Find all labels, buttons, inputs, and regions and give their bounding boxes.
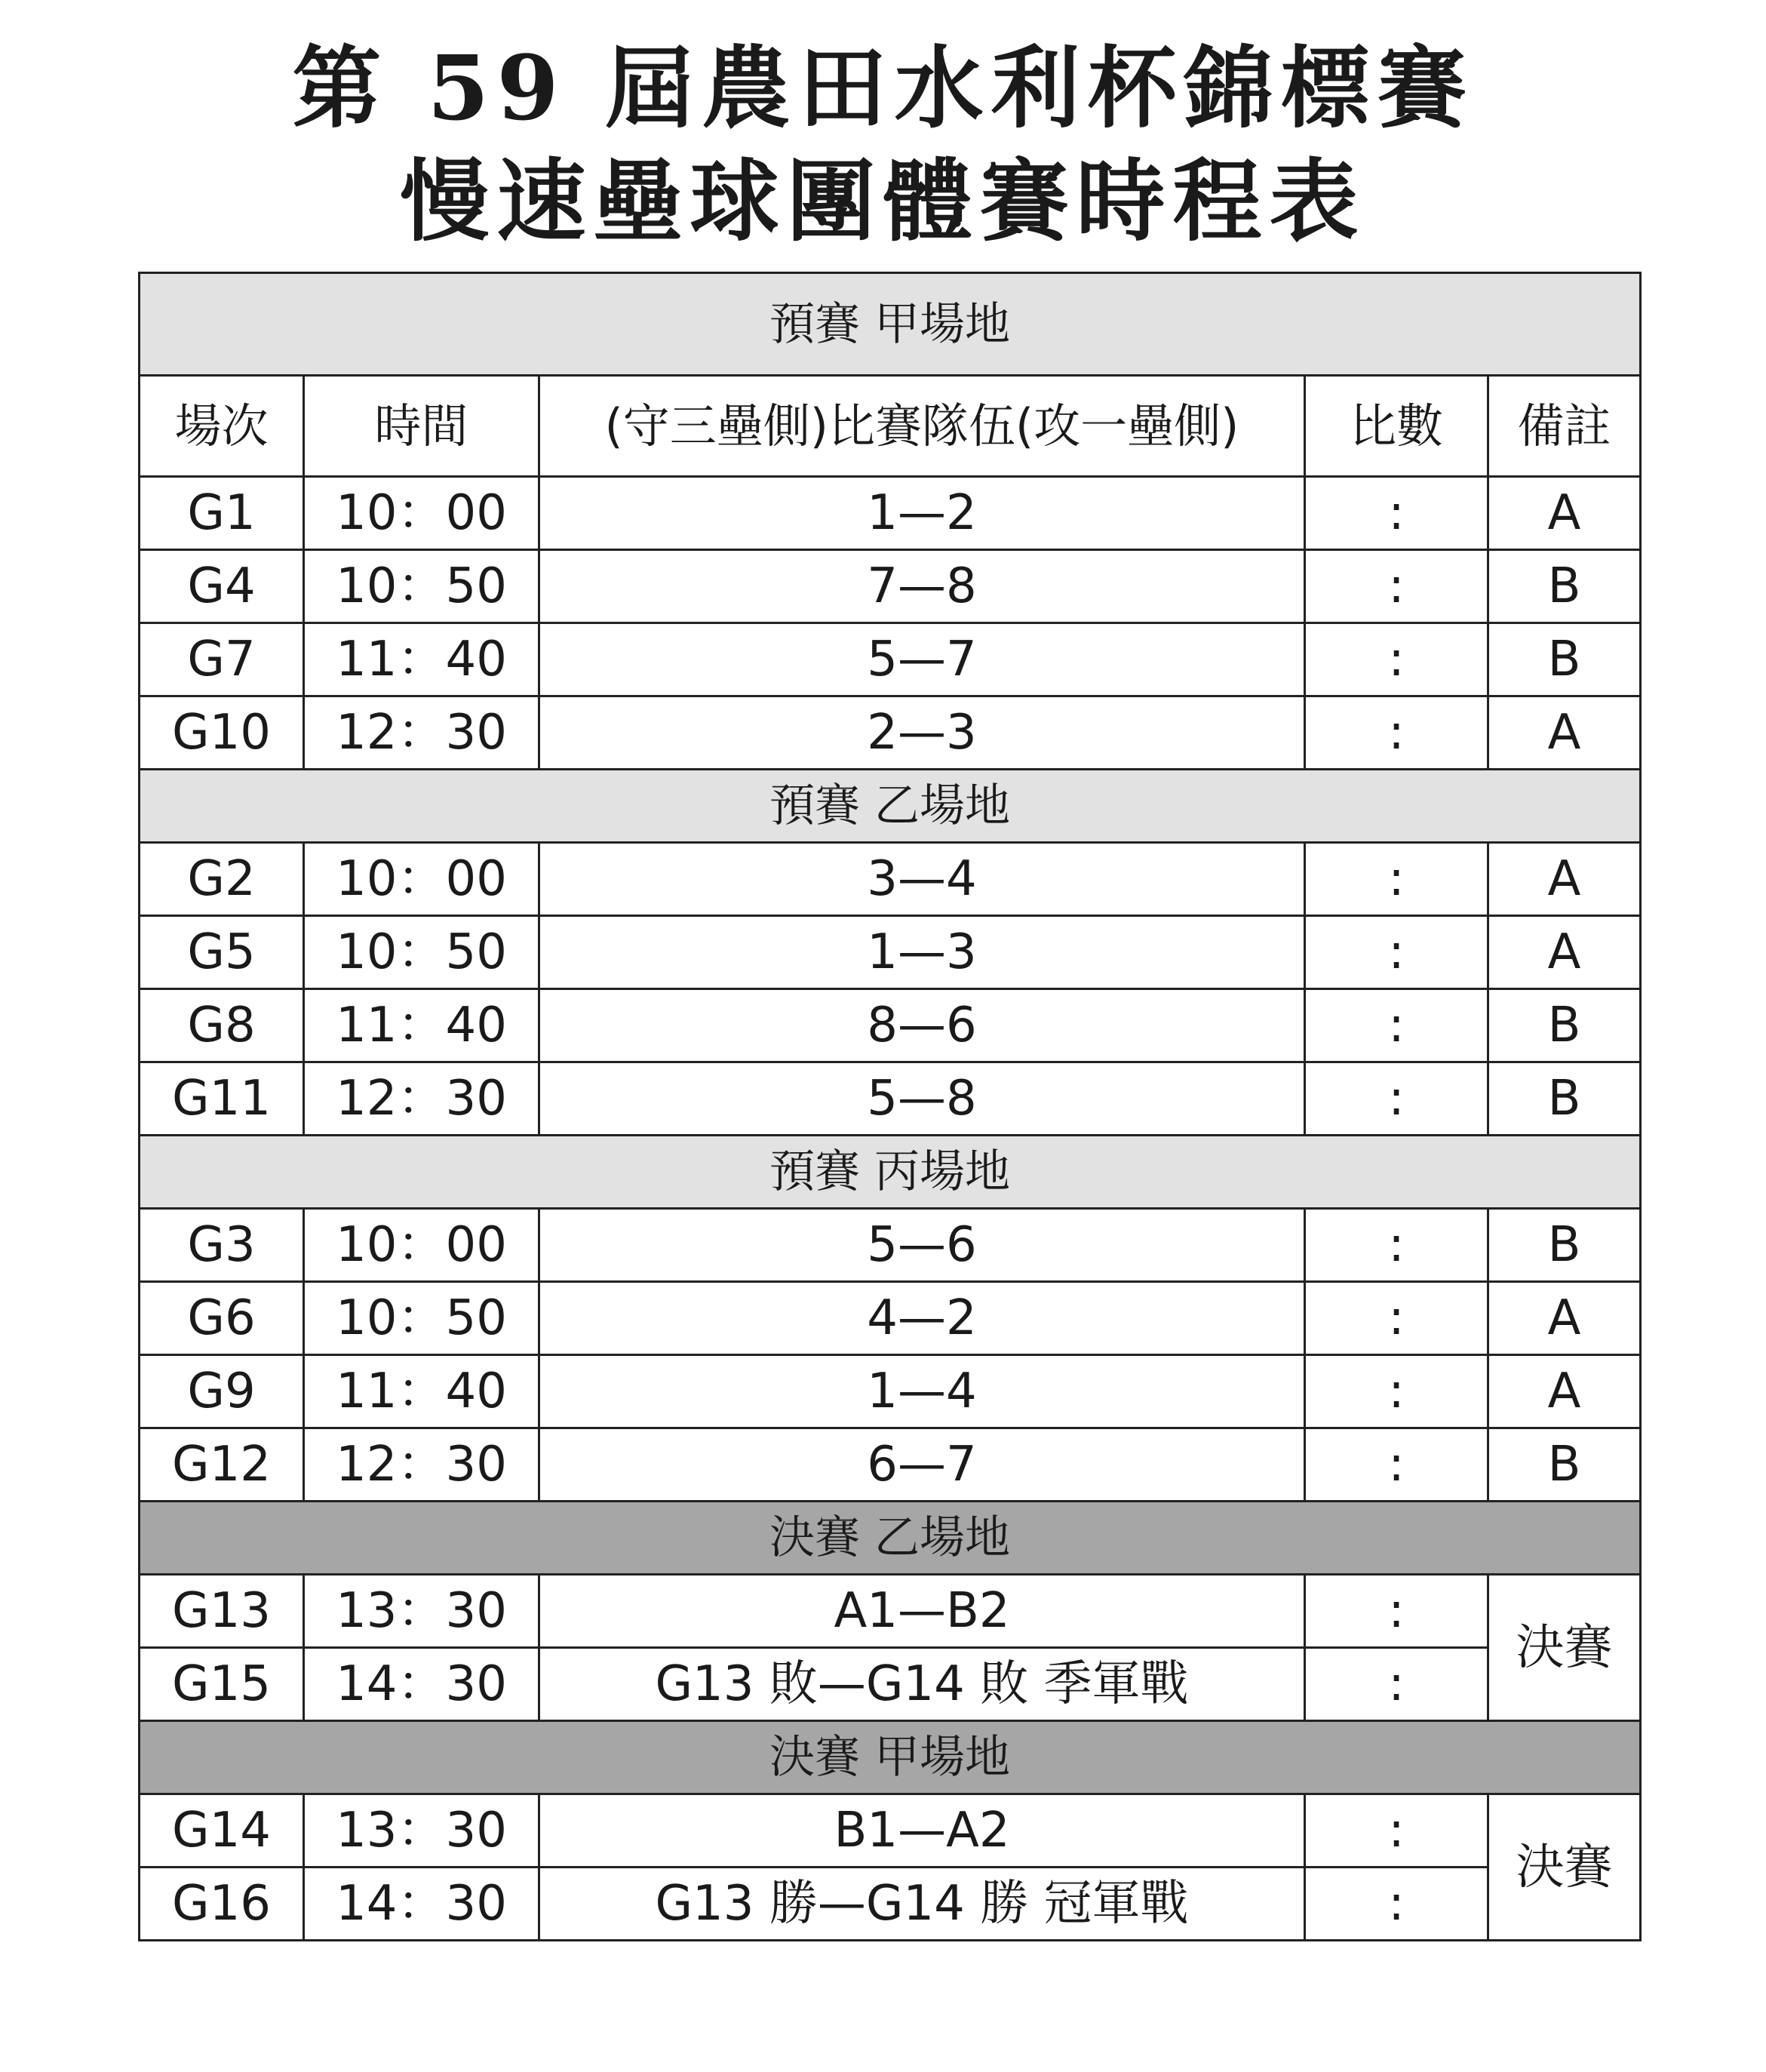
table-row (140, 623, 1641, 696)
game-teams: 5—7 (539, 623, 1305, 696)
game-score: : (1305, 623, 1488, 696)
column-header-remark: 備註 (1488, 376, 1641, 477)
section-heading-row (140, 1502, 1641, 1575)
column-header-teams: (守三壘側)比賽隊伍(攻一壘側) (539, 376, 1305, 477)
game-time: 14：30 (304, 1648, 539, 1721)
table-row (140, 1209, 1641, 1282)
game-score: : (1305, 1794, 1488, 1868)
game-id: G9 (140, 1355, 304, 1428)
game-remark: A (1488, 477, 1641, 550)
game-time: 12：30 (304, 696, 539, 770)
section-heading: 決賽 乙場地 (140, 1502, 1641, 1575)
table-row (140, 696, 1641, 770)
game-id: G14 (140, 1794, 304, 1868)
table-row (140, 916, 1641, 989)
game-time: 10：50 (304, 550, 539, 623)
game-score: : (1305, 1209, 1488, 1282)
game-time: 12：30 (304, 1428, 539, 1502)
table-row (140, 1868, 1641, 1941)
game-teams: G13 敗—G14 敗 季軍戰 (539, 1648, 1305, 1721)
section-heading: 預賽 丙場地 (140, 1136, 1641, 1209)
game-time: 13：30 (304, 1794, 539, 1868)
game-remark: B (1488, 1428, 1641, 1502)
game-remark: 決賽 (1488, 1575, 1641, 1721)
game-time: 10：00 (304, 477, 539, 550)
section-heading-row (140, 770, 1641, 843)
game-id: G12 (140, 1428, 304, 1502)
table-row (140, 1355, 1641, 1428)
game-id: G16 (140, 1868, 304, 1941)
game-teams: 5—6 (539, 1209, 1305, 1282)
game-remark: B (1488, 989, 1641, 1062)
game-teams: G13 勝—G14 勝 冠軍戰 (539, 1868, 1305, 1941)
schedule-table (138, 272, 1642, 1941)
game-time: 10：50 (304, 916, 539, 989)
game-score: : (1305, 1428, 1488, 1502)
game-remark: A (1488, 916, 1641, 989)
game-teams: A1—B2 (539, 1575, 1305, 1648)
game-teams: 4—2 (539, 1282, 1305, 1355)
game-score: : (1305, 843, 1488, 916)
game-teams: 7—8 (539, 550, 1305, 623)
game-teams: 1—2 (539, 477, 1305, 550)
game-score: : (1305, 550, 1488, 623)
game-score: : (1305, 696, 1488, 770)
game-id: G15 (140, 1648, 304, 1721)
table-row (140, 1648, 1641, 1721)
game-teams: 6—7 (539, 1428, 1305, 1502)
game-time: 11：40 (304, 623, 539, 696)
game-remark: 決賽 (1488, 1794, 1641, 1941)
page-title: 第 59 屆農田水利杯錦標賽 (292, 35, 1474, 140)
table-row (140, 1282, 1641, 1355)
game-score: : (1305, 1575, 1488, 1648)
section-heading-row (140, 1721, 1641, 1794)
game-teams: 8—6 (539, 989, 1305, 1062)
game-score: : (1305, 989, 1488, 1062)
section-heading: 預賽 乙場地 (140, 770, 1641, 843)
game-id: G6 (140, 1282, 304, 1355)
game-teams: 3—4 (539, 843, 1305, 916)
game-teams: B1—A2 (539, 1794, 1305, 1868)
game-time: 11：40 (304, 989, 539, 1062)
table-row (140, 1575, 1641, 1648)
game-time: 10：50 (304, 1282, 539, 1355)
game-time: 13：30 (304, 1575, 539, 1648)
page-subtitle: 慢速壘球團體賽時程表 (400, 149, 1366, 254)
table-row (140, 477, 1641, 550)
game-remark: B (1488, 623, 1641, 696)
column-header-game: 場次 (140, 376, 304, 477)
table-row (140, 1794, 1641, 1868)
game-teams: 1—4 (539, 1355, 1305, 1428)
game-score: : (1305, 477, 1488, 550)
game-time: 14：30 (304, 1868, 539, 1941)
game-teams: 5—8 (539, 1062, 1305, 1136)
game-score: : (1305, 1355, 1488, 1428)
game-score: : (1305, 1062, 1488, 1136)
game-id: G11 (140, 1062, 304, 1136)
game-time: 12：30 (304, 1062, 539, 1136)
section-heading-row (140, 1136, 1641, 1209)
game-remark: B (1488, 1062, 1641, 1136)
table-row (140, 843, 1641, 916)
game-remark: A (1488, 1282, 1641, 1355)
game-id: G4 (140, 550, 304, 623)
game-teams: 1—3 (539, 916, 1305, 989)
game-remark: B (1488, 1209, 1641, 1282)
game-remark: A (1488, 696, 1641, 770)
game-id: G13 (140, 1575, 304, 1648)
game-remark: A (1488, 1355, 1641, 1428)
section-heading: 決賽 甲場地 (140, 1721, 1641, 1794)
section-heading-row (140, 273, 1641, 376)
game-score: : (1305, 1648, 1488, 1721)
table-row (140, 1062, 1641, 1136)
game-id: G7 (140, 623, 304, 696)
game-id: G2 (140, 843, 304, 916)
game-teams: 2—3 (539, 696, 1305, 770)
game-id: G5 (140, 916, 304, 989)
game-score: : (1305, 1868, 1488, 1941)
table-row (140, 550, 1641, 623)
game-remark: B (1488, 550, 1641, 623)
game-score: : (1305, 916, 1488, 989)
column-header-row (140, 376, 1641, 477)
game-score: : (1305, 1282, 1488, 1355)
game-time: 10：00 (304, 1209, 539, 1282)
game-id: G8 (140, 989, 304, 1062)
table-row (140, 1428, 1641, 1502)
game-id: G3 (140, 1209, 304, 1282)
game-remark: A (1488, 843, 1641, 916)
game-id: G1 (140, 477, 304, 550)
game-time: 10：00 (304, 843, 539, 916)
section-heading: 預賽 甲場地 (140, 273, 1641, 376)
column-header-time: 時間 (304, 376, 539, 477)
game-id: G10 (140, 696, 304, 770)
column-header-score: 比數 (1305, 376, 1488, 477)
game-time: 11：40 (304, 1355, 539, 1428)
table-row (140, 989, 1641, 1062)
